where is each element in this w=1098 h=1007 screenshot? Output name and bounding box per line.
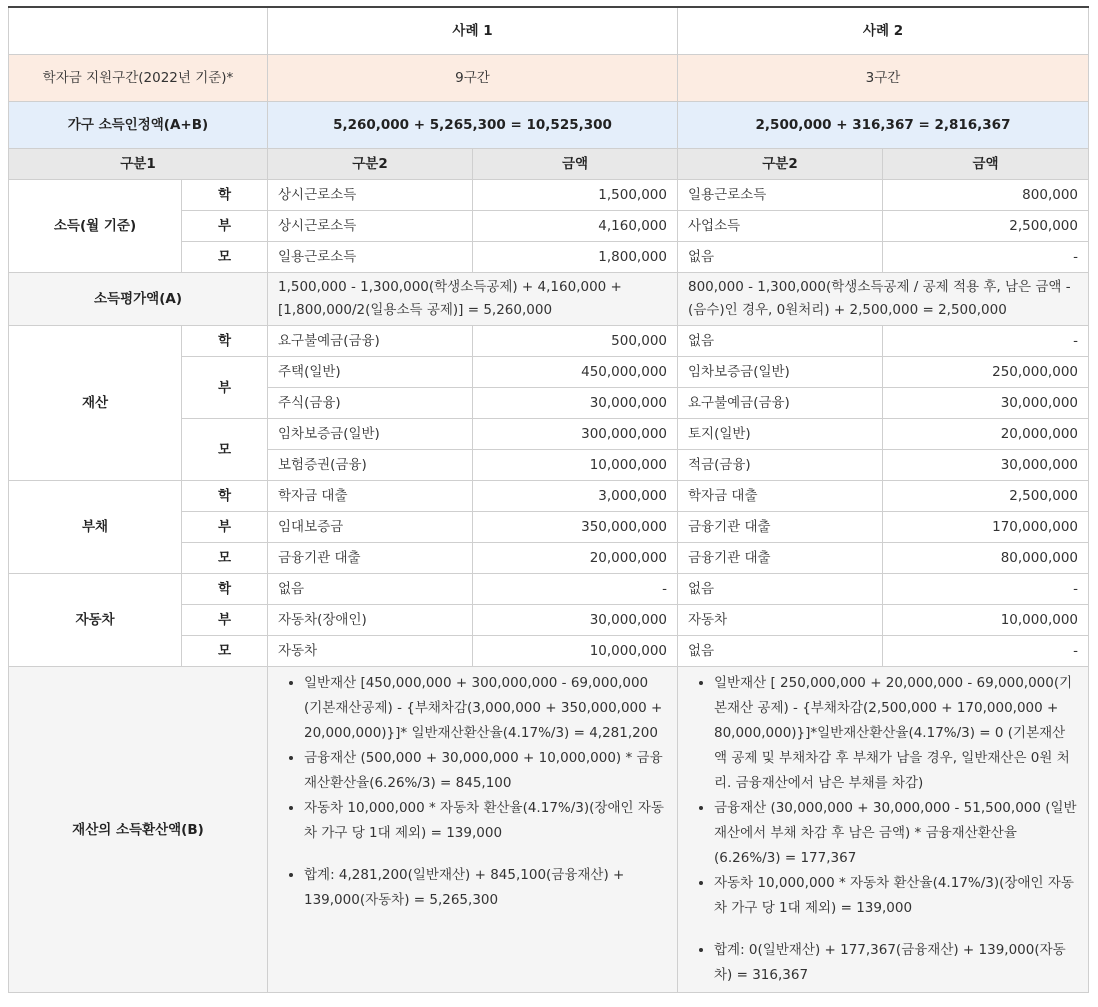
- asset-conversion-case1: [268, 667, 678, 993]
- item-cell: 상시근로소득: [268, 211, 473, 242]
- amount-cell: 2,500,000: [883, 211, 1089, 242]
- member-label: 부: [182, 512, 268, 543]
- list-item: • 금융재산 (500,000 + 30,000,000 + 10,000,000) * 금융재산환산율(6.26%/3) = 845,100: [304, 746, 667, 796]
- item-cell: 요구불예금(금융): [268, 326, 473, 357]
- item-cell: 학자금 대출: [678, 481, 883, 512]
- member-label: 부: [182, 211, 268, 242]
- item-cell: 없음: [678, 326, 883, 357]
- item-cell: 없음: [678, 242, 883, 273]
- member-label: 모: [182, 636, 268, 667]
- amount-cell: 1,500,000: [473, 180, 678, 211]
- amount-cell: 10,000,000: [883, 605, 1089, 636]
- amount-cell: 30,000,000: [473, 388, 678, 419]
- list-item: • 자동차 10,000,000 * 자동차 환산율(4.17%/3)(장애인 자동차 가구 당 1대 제외) = 139,000: [714, 871, 1078, 921]
- item-cell: 금융기관 대출: [678, 512, 883, 543]
- amount-cell: -: [883, 326, 1089, 357]
- amount-cell: 1,800,000: [473, 242, 678, 273]
- amount-cell: 450,000,000: [473, 357, 678, 388]
- amount-cell: 3,000,000: [473, 481, 678, 512]
- col-cat2-case2: 구분2: [678, 149, 883, 180]
- amount-cell: 10,000,000: [473, 636, 678, 667]
- item-cell: 적금(금융): [678, 450, 883, 481]
- header-empty-cell: [9, 7, 268, 55]
- list-item: • 일반재산 [450,000,000 + 300,000,000 - 69,000,000 (기본재산공제) - {부채차감(3,000,000 + 350,000,000 + 20,000,000)}]* 일반재산환산율(4.17%/3) = 4,281,200: [304, 671, 667, 746]
- item-cell: 자동차(장애인): [268, 605, 473, 636]
- table-row: [9, 481, 1089, 512]
- case1-calc-list: [278, 671, 667, 913]
- support-band-case1: 9구간: [268, 55, 678, 102]
- item-cell: 없음: [678, 636, 883, 667]
- member-label: 모: [182, 419, 268, 481]
- item-cell: 없음: [678, 574, 883, 605]
- item-cell: 임차보증금(일반): [678, 357, 883, 388]
- table-row: [9, 574, 1089, 605]
- col-amount-case1: 금액: [473, 149, 678, 180]
- member-label: 부: [182, 357, 268, 419]
- income-eval-case1: 1,500,000 - 1,300,000(학생소득공제) + 4,160,000 + [1,800,000/2(일용소득 공제)] = 5,260,000: [268, 273, 678, 326]
- income-eval-case2: 800,000 - 1,300,000(학생소득공제 / 공제 적용 후, 남은 금액 -(음수)인 경우, 0원처리) + 2,500,000 = 2,500,000: [678, 273, 1089, 326]
- amount-cell: 30,000,000: [883, 450, 1089, 481]
- item-cell: 일용근로소득: [678, 180, 883, 211]
- item-cell: 사업소득: [678, 211, 883, 242]
- amount-cell: 2,500,000: [883, 481, 1089, 512]
- item-cell: 임대보증금: [268, 512, 473, 543]
- recognized-income-label: 가구 소득인정액(A+B): [9, 102, 268, 149]
- comparison-table: [8, 6, 1089, 993]
- income-label: 소득(월 기준): [9, 180, 182, 273]
- case2-calc-list: [688, 671, 1078, 988]
- item-cell: 주택(일반): [268, 357, 473, 388]
- member-label: 모: [182, 242, 268, 273]
- column-header-row: [9, 149, 1089, 180]
- recognized-income-case2: 2,500,000 + 316,367 = 2,816,367: [678, 102, 1089, 149]
- support-band-label: 학자금 지원구간(2022년 기준)*: [9, 55, 268, 102]
- case1-header: 사례 1: [268, 7, 678, 55]
- recognized-income-case1: 5,260,000 + 5,265,300 = 10,525,300: [268, 102, 678, 149]
- amount-cell: 20,000,000: [883, 419, 1089, 450]
- income-eval-label: 소득평가액(A): [9, 273, 268, 326]
- item-cell: 없음: [268, 574, 473, 605]
- amount-cell: 350,000,000: [473, 512, 678, 543]
- amount-cell: 170,000,000: [883, 512, 1089, 543]
- car-label: 자동차: [9, 574, 182, 667]
- amount-cell: 500,000: [473, 326, 678, 357]
- table-row: [9, 326, 1089, 357]
- recognized-income-row: [9, 102, 1089, 149]
- item-cell: 토지(일반): [678, 419, 883, 450]
- item-cell: 학자금 대출: [268, 481, 473, 512]
- asset-conversion-label: 재산의 소득환산액(B): [9, 667, 268, 993]
- asset-conversion-row: [9, 667, 1089, 993]
- amount-cell: 30,000,000: [473, 605, 678, 636]
- item-cell: 상시근로소득: [268, 180, 473, 211]
- item-cell: 자동차: [678, 605, 883, 636]
- assets-label: 재산: [9, 326, 182, 481]
- list-item: • 합계: 4,281,200(일반재산) + 845,100(금융재산) + 139,000(자동차) = 5,265,300: [304, 863, 667, 913]
- member-label: 학: [182, 326, 268, 357]
- amount-cell: -: [883, 574, 1089, 605]
- amount-cell: 250,000,000: [883, 357, 1089, 388]
- list-item: • 합계: 0(일반재산) + 177,367(금융재산) + 139,000(자동차) = 316,367: [714, 938, 1078, 988]
- amount-cell: -: [883, 636, 1089, 667]
- col-cat1: 구분1: [9, 149, 268, 180]
- list-item: • 금융재산 (30,000,000 + 30,000,000 - 51,500,000 (일반재산에서 부채 차감 후 남은 금액) * 금융재산환산율(6.26%/3) = 177,367: [714, 796, 1078, 871]
- item-cell: 보험증권(금융): [268, 450, 473, 481]
- amount-cell: 300,000,000: [473, 419, 678, 450]
- item-cell: 임차보증금(일반): [268, 419, 473, 450]
- item-cell: 주식(금융): [268, 388, 473, 419]
- list-item: • 자동차 10,000,000 * 자동차 환산율(4.17%/3)(장애인 자동차 가구 당 1대 제외) = 139,000: [304, 796, 667, 846]
- amount-cell: -: [883, 242, 1089, 273]
- income-eval-row: [9, 273, 1089, 326]
- member-label: 학: [182, 574, 268, 605]
- amount-cell: 80,000,000: [883, 543, 1089, 574]
- table-row: [9, 180, 1089, 211]
- item-cell: 금융기관 대출: [678, 543, 883, 574]
- list-item: • 일반재산 [ 250,000,000 + 20,000,000 - 69,000,000(기본재산 공제) - {부채차감(2,500,000 + 170,000,000 + 80,000,000)}]*일반재산환산율(4.17%/3) = 0 (기본재산액 공제 및 부채차감 후 부채가 남을 경우, 일반재산은 0원 처리. 금융재산에서 남은 부채를 차감): [714, 671, 1078, 796]
- amount-cell: 4,160,000: [473, 211, 678, 242]
- amount-cell: 10,000,000: [473, 450, 678, 481]
- asset-conversion-case2: [678, 667, 1089, 993]
- amount-cell: 20,000,000: [473, 543, 678, 574]
- item-cell: 일용근로소득: [268, 242, 473, 273]
- debt-label: 부채: [9, 481, 182, 574]
- item-cell: 자동차: [268, 636, 473, 667]
- col-cat2-case1: 구분2: [268, 149, 473, 180]
- amount-cell: 800,000: [883, 180, 1089, 211]
- item-cell: 요구불예금(금융): [678, 388, 883, 419]
- amount-cell: 30,000,000: [883, 388, 1089, 419]
- member-label: 학: [182, 481, 268, 512]
- amount-cell: -: [473, 574, 678, 605]
- member-label: 모: [182, 543, 268, 574]
- case2-header: 사례 2: [678, 7, 1089, 55]
- member-label: 부: [182, 605, 268, 636]
- member-label: 학: [182, 180, 268, 211]
- support-band-case2: 3구간: [678, 55, 1089, 102]
- col-amount-case2: 금액: [883, 149, 1089, 180]
- item-cell: 금융기관 대출: [268, 543, 473, 574]
- support-band-row: [9, 55, 1089, 102]
- header-row: [9, 7, 1089, 55]
